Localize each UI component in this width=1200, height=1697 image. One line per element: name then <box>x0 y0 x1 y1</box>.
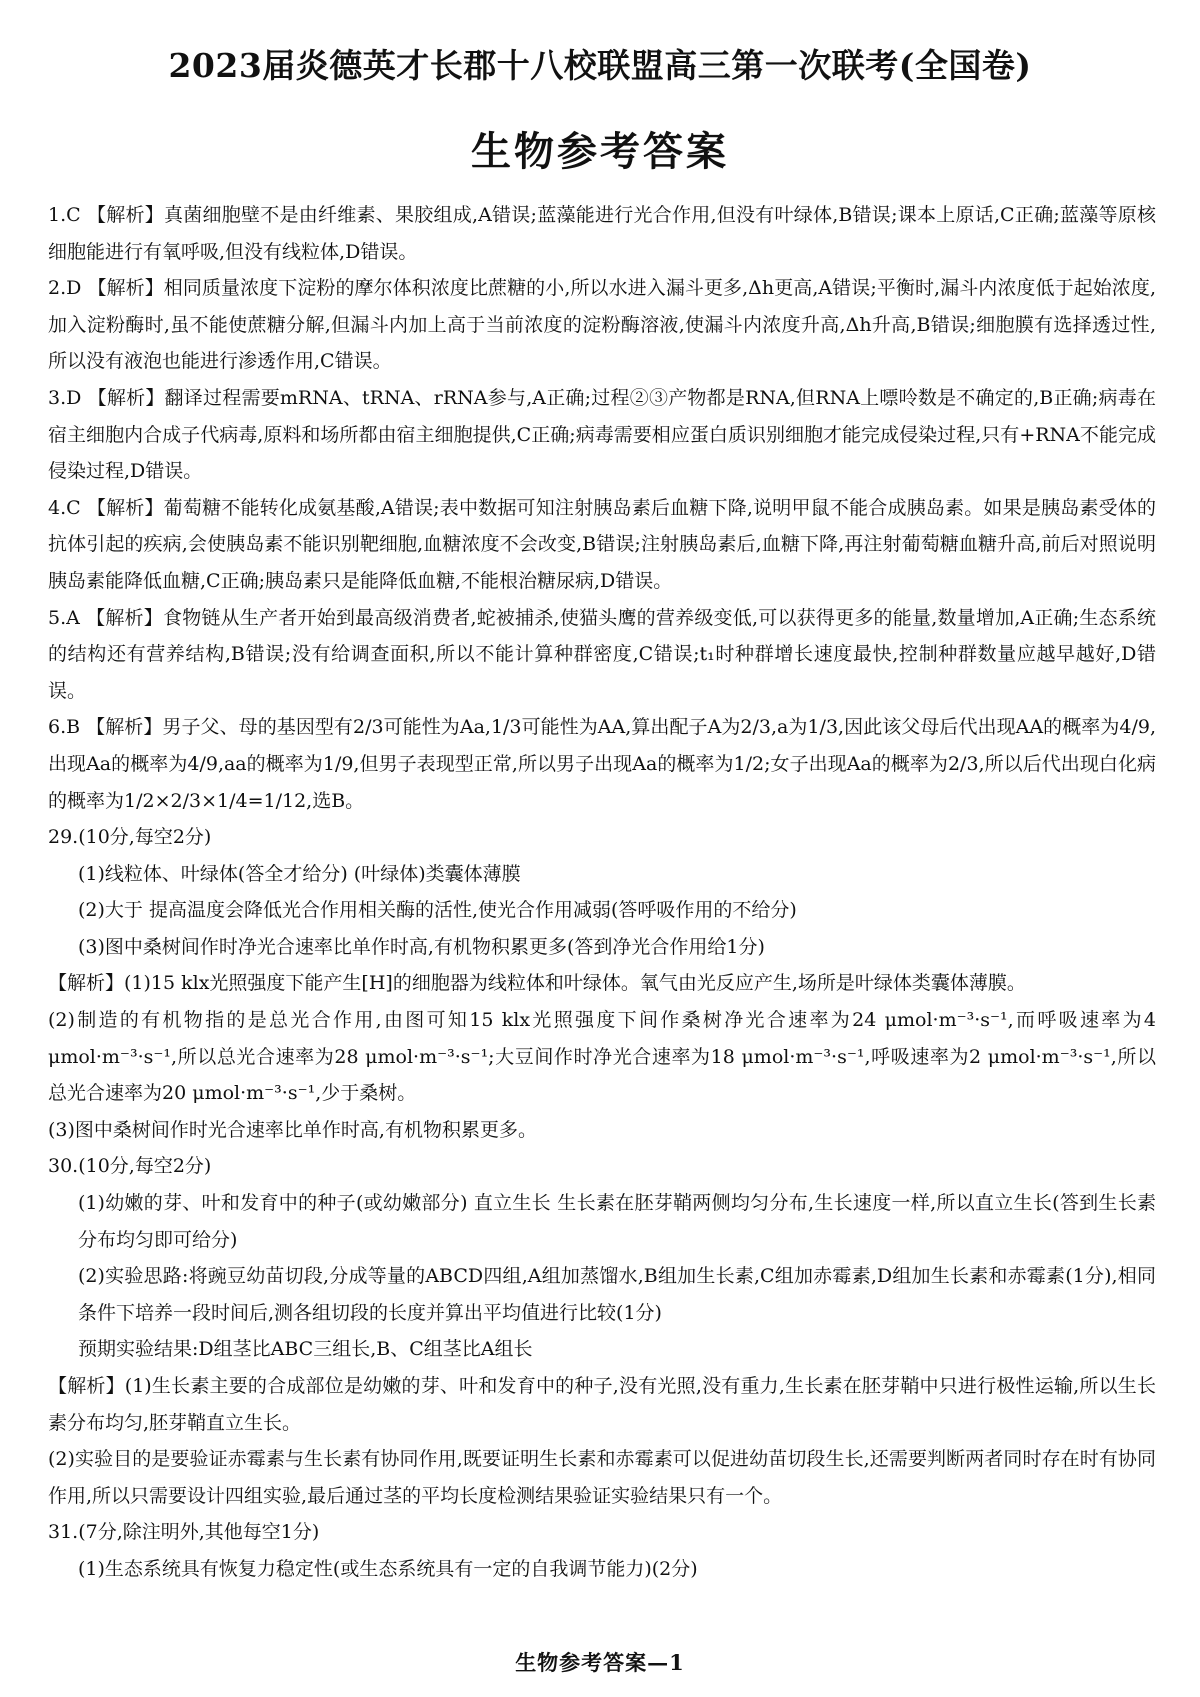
answer-item-1: 1.C 【解析】真菌细胞壁不是由纤维素、果胶组成,A错误;蓝藻能进行光合作用,但没有叶绿体,B错误;课本上原话,C正确;蓝藻等原核细胞能进行有氧呼吸,但没有线粒体,D错误。 <box>48 204 1156 263</box>
answer-item-2: 2.D 【解析】相同质量浓度下淀粉的摩尔体积浓度比蔗糖的小,所以水进入漏斗更多,Δh更高,A错误;平衡时,漏斗内浓度低于起始浓度,加入淀粉酶时,虽不能使蔗糖分解,但漏斗内加上高于当前浓度的淀粉酶溶液,使漏斗内浓度升高,Δh升高,B错误;细胞膜有选择透过性,所以没有液泡也能进行渗透作用,C错误。 <box>48 277 1156 373</box>
q30-answer-3: 预期实验结果:D组茎比ABC三组长,B、C组茎比A组长 <box>78 1338 533 1361</box>
answer-item-3: 3.D 【解析】翻译过程需要mRNA、tRNA、rRNA参与,A正确;过程②③产物都是RNA,但RNA上嘌呤数是不确定的,B正确;病毒在宿主细胞内合成子代病毒,原料和场所都由宿主细胞提供,C正确;病毒需要相应蛋白质识别细胞才能完成侵染过程,只有+RNA不能完成侵染过程,D错误。 <box>48 386 1156 483</box>
q29-analysis-3: (3)图中桑树间作时光合速率比单作时高,有机物积累更多。 <box>48 1118 537 1141</box>
answer-item-5: 5.A 【解析】食物链从生产者开始到最高级消费者,蛇被捕杀,使猫头鹰的营养级变低,可以获得更多的能量,数量增加,A正确;生态系统的结构还有营养结构,B错误;没有给调查面积,所以不能计算种群密度,C错误;t₁时种群增长速度最快,控制种群数量应越早越好,D错误。 <box>48 606 1156 702</box>
q29-analysis-1: 【解析】(1)15 klx光照强度下能产生[H]的细胞器为线粒体和叶绿体。氧气由光反应产生,场所是叶绿体类囊体薄膜。 <box>48 972 1026 995</box>
question-31-heading: 31.(7分,除注明外,其他每空1分) <box>48 1521 320 1544</box>
q30-answer-1: (1)幼嫩的芽、叶和发育中的种子(或幼嫩部分) 直立生长 生长素在胚芽鞘两侧均匀分布,生长速度一样,所以直立生长(答到生长素分布均匀即可给分) <box>78 1192 1156 1251</box>
question-29-heading: 29.(10分,每空2分) <box>48 826 212 849</box>
answer-content <box>48 197 1156 1588</box>
q29-answer-1: (1)线粒体、叶绿体(答全才给分) (叶绿体)类囊体薄膜 <box>78 862 521 885</box>
document-subtitle: 生物参考答案 <box>471 128 729 175</box>
q29-analysis-2: (2)制造的有机物指的是总光合作用,由图可知15 klx光照强度下间作桑树净光合速率为24 μmol·m⁻³·s⁻¹,而呼吸速率为4 μmol·m⁻³·s⁻¹,所以总光合速率为28 μmol·m⁻³·s⁻¹;大豆间作时净光合速率为18 μmol·m⁻³·s⁻¹,呼吸速率为2 μmol·m⁻³·s⁻¹,所以总光合速率为20 μmol·m⁻³·s⁻¹,少于桑树。 <box>48 1009 1156 1105</box>
question-30-heading: 30.(10分,每空2分) <box>48 1155 212 1178</box>
q30-analysis-2: (2)实验目的是要验证赤霉素与生长素有协同作用,既要证明生长素和赤霉素可以促进幼苗切段生长,还需要判断两者同时存在时有协同作用,所以只需要设计四组实验,最后通过茎的平均长度检测结果验证实验结果只有一个。 <box>48 1448 1156 1507</box>
exam-title: 2023届炎德英才长郡十八校联盟高三第一次联考(全国卷) <box>168 46 1032 85</box>
q29-answer-3: (3)图中桑树间作时净光合速率比单作时高,有机物积累更多(答到净光合作用给1分) <box>78 935 765 958</box>
answer-item-4: 4.C 【解析】葡萄糖不能转化成氨基酸,A错误;表中数据可知注射胰岛素后血糖下降,说明甲鼠不能合成胰岛素。如果是胰岛素受体的抗体引起的疾病,会使胰岛素不能识别靶细胞,血糖浓度不会改变,B错误;注射胰岛素后,血糖下降,再注射葡萄糖血糖升高,前后对照说明胰岛素能降低血糖,C正确;胰岛素只是能降低血糖,不能根治糖尿病,D错误。 <box>48 496 1156 592</box>
answer-item-6: 6.B 【解析】男子父、母的基因型有2/3可能性为Aa,1/3可能性为AA,算出配子A为2/3,a为1/3,因此该父母后代出现AA的概率为4/9,出现Aa的概率为4/9,aa的概率为1/9,但男子表现型正常,所以男子出现Aa的概率为1/2;女子出现Aa的概率为2/3,所以后代出现白化病的概率为1/2×2/3×1/4=1/12,选B。 <box>48 716 1156 812</box>
q29-answer-2: (2)大于 提高温度会降低光合作用相关酶的活性,使光合作用减弱(答呼吸作用的不给分) <box>78 899 797 922</box>
q31-answer-1: (1)生态系统具有恢复力稳定性(或生态系统具有一定的自我调节能力)(2分) <box>78 1557 698 1580</box>
q30-answer-2: (2)实验思路:将豌豆幼苗切段,分成等量的ABCD四组,A组加蒸馏水,B组加生长素,C组加赤霉素,D组加生长素和赤霉素(1分),相同条件下培养一段时间后,测各组切段的长度并算出平均值进行比较(1分) <box>78 1265 1156 1324</box>
q30-analysis-1: 【解析】(1)生长素主要的合成部位是幼嫩的芽、叶和发育中的种子,没有光照,没有重力,生长素在胚芽鞘中只进行极性运输,所以生长素分布均匀,胚芽鞘直立生长。 <box>48 1375 1156 1434</box>
page-footer: 生物参考答案—1 <box>515 1650 685 1675</box>
